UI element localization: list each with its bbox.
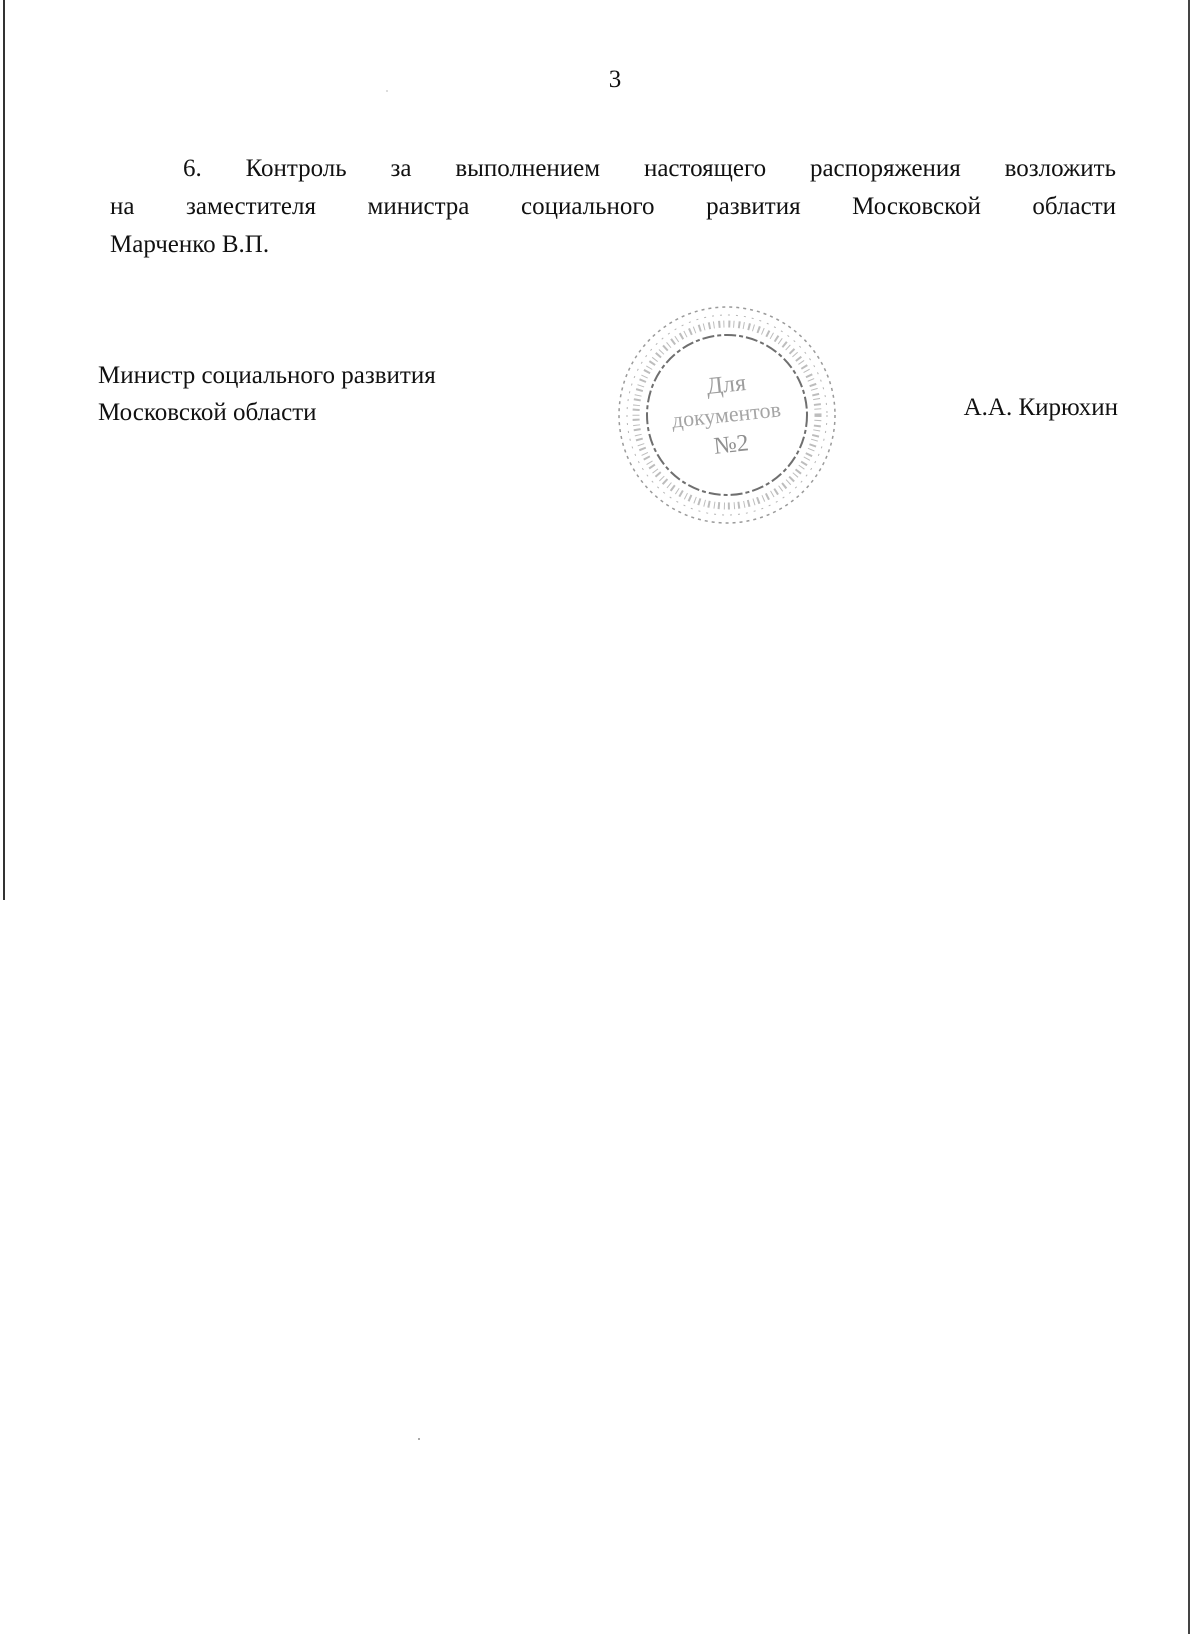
seal-center-text: документов: [670, 396, 782, 433]
page-number: 3: [608, 66, 622, 93]
seal-center-text: №2: [712, 430, 750, 460]
paragraph-control: [110, 150, 1116, 264]
paragraph-line: на заместителя министра социального развития Московской области: [110, 193, 1116, 220]
paragraph-line: 6. Контроль за выполнением настоящего распоряжения возложить: [183, 155, 1116, 182]
official-seal-stamp: [612, 300, 842, 530]
signer-name: А.А. Кирюхин: [963, 394, 1118, 421]
seal-center-text: Для: [705, 370, 748, 401]
scan-speck: [386, 90, 388, 92]
signature-title-line: Московской области: [98, 399, 317, 426]
signature-title-line: Министр социального развития: [98, 362, 436, 389]
scan-speck: [418, 1438, 420, 1440]
paragraph-line: Марченко В.П.: [110, 231, 270, 258]
scan-edge-right: [1188, 0, 1190, 1634]
scan-edge-left: [3, 0, 5, 900]
signature-title: [98, 357, 436, 431]
